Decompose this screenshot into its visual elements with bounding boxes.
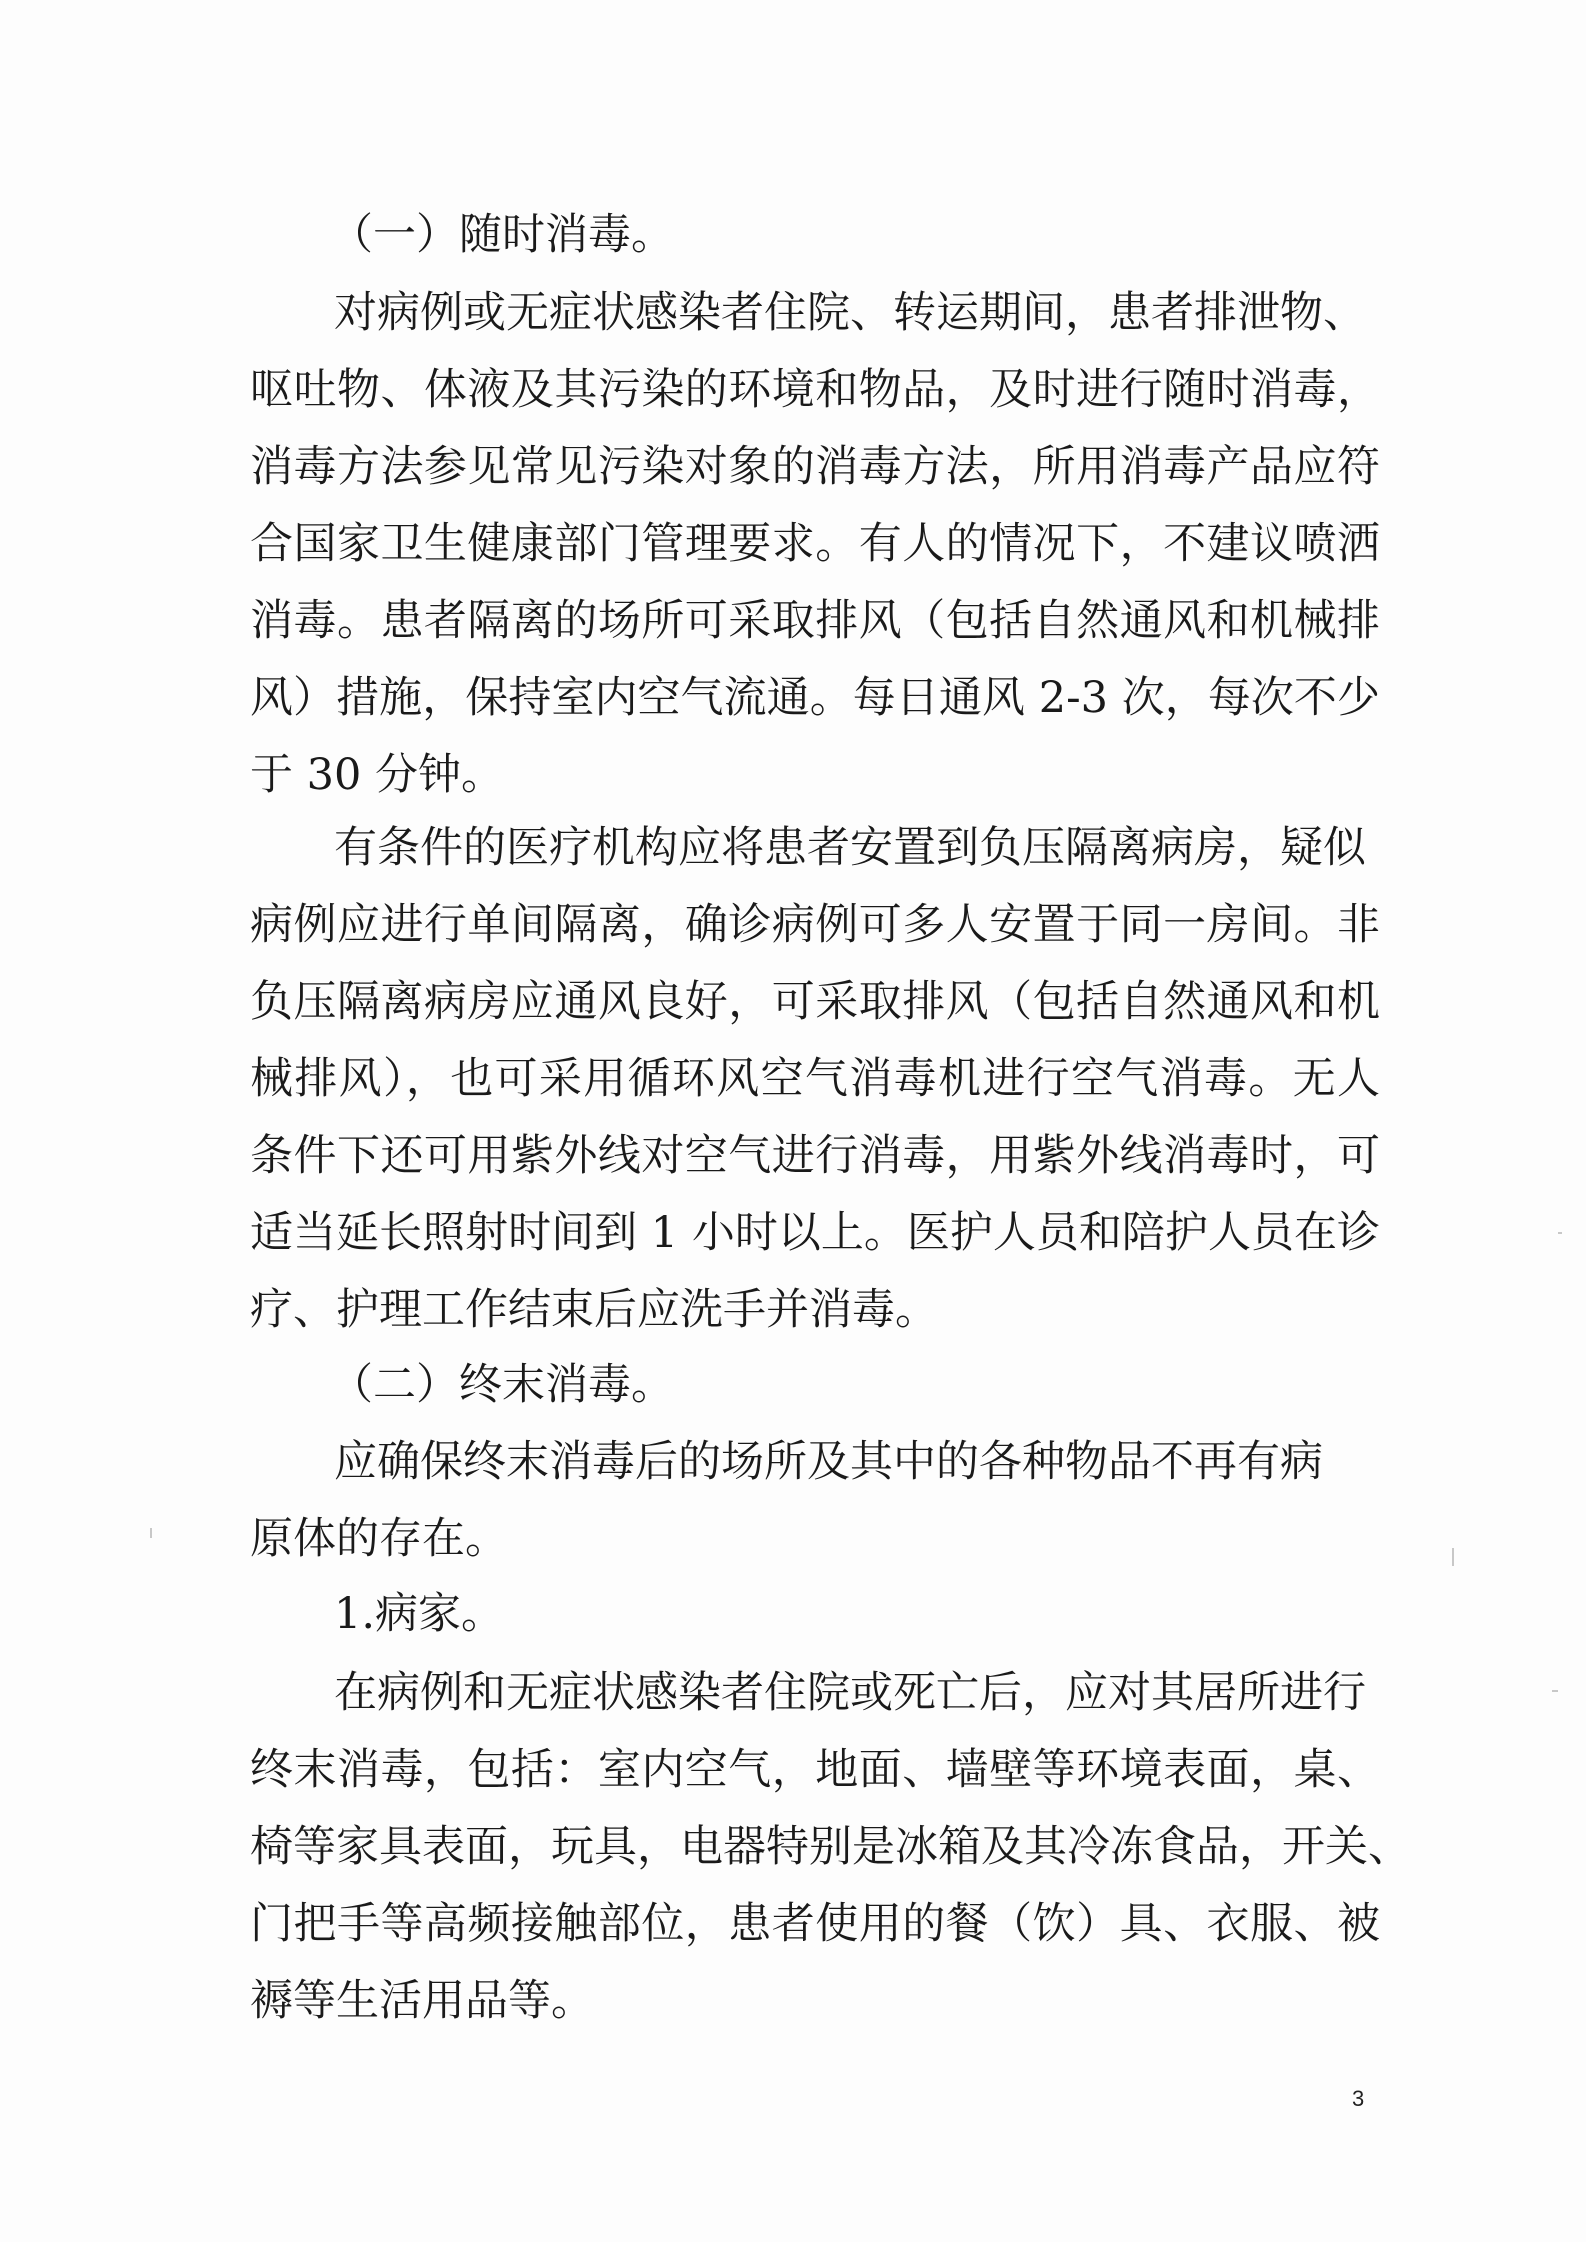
paragraph-line: 条件下还可用紫外线对空气进行消毒，用紫外线消毒时，可 (250, 1131, 1380, 1181)
scan-speck (150, 1528, 152, 1538)
paragraph-line: 械排风），也可采用循环风空气消毒机进行空气消毒。无人 (250, 1054, 1380, 1104)
section-heading-2: （二）终末消毒。 (330, 1360, 674, 1410)
paragraph-line: 有条件的医疗机构应将患者安置到负压隔离病房，疑似 (334, 823, 1366, 873)
paragraph-line: 风）措施，保持室内空气流通。每日通风 2-3 次，每次不少 (250, 673, 1380, 723)
paragraph-line: 合国家卫生健康部门管理要求。有人的情况下，不建议喷洒 (250, 519, 1380, 569)
scan-speck (1452, 1548, 1454, 1566)
paragraph-line: 于 30 分钟。 (250, 750, 505, 800)
paragraph-line: 在病例和无症状感染者住院或死亡后，应对其居所进行 (334, 1668, 1366, 1718)
page-number: 3 (1352, 2086, 1365, 2111)
paragraph-line: 呕吐物、体液及其污染的环境和物品，及时进行随时消毒， (250, 365, 1380, 415)
paragraph-line: 终末消毒，包括：室内空气，地面、墙壁等环境表面，桌、 (250, 1745, 1380, 1795)
paragraph-line: 应确保终末消毒后的场所及其中的各种物品不再有病 (334, 1437, 1323, 1487)
paragraph-line: 门把手等高频接触部位，患者使用的餐（饮）具、衣服、被 (250, 1899, 1380, 1949)
paragraph-line: 适当延长照射时间到 1 小时以上。医护人员和陪护人员在诊 (250, 1208, 1380, 1258)
paragraph-line: 消毒。患者隔离的场所可采取排风（包括自然通风和机械排 (250, 596, 1380, 646)
paragraph-line: 消毒方法参见常见污染对象的消毒方法，所用消毒产品应符 (250, 442, 1380, 492)
paragraph-line: 负压隔离病房应通风良好，可采取排风（包括自然通风和机 (250, 977, 1380, 1027)
paragraph-line: 对病例或无症状感染者住院、转运期间，患者排泄物、 (334, 288, 1366, 338)
paragraph-line: 椅等家具表面，玩具，电器特别是冰箱及其冷冻食品，开关、 (250, 1822, 1411, 1872)
paragraph-line: 疗、护理工作结束后应洗手并消毒。 (250, 1285, 938, 1335)
paragraph-line: 原体的存在。 (250, 1514, 508, 1564)
paragraph-line: 褥等生活用品等。 (250, 1976, 594, 2026)
scan-speck (1552, 1690, 1558, 1692)
paragraph-line: 病例应进行单间隔离，确诊病例可多人安置于同一房间。非 (250, 900, 1380, 950)
subsection-heading: 1.病家。 (334, 1589, 505, 1639)
section-heading-1: （一）随时消毒。 (330, 210, 674, 260)
scan-speck (1558, 1232, 1562, 1234)
